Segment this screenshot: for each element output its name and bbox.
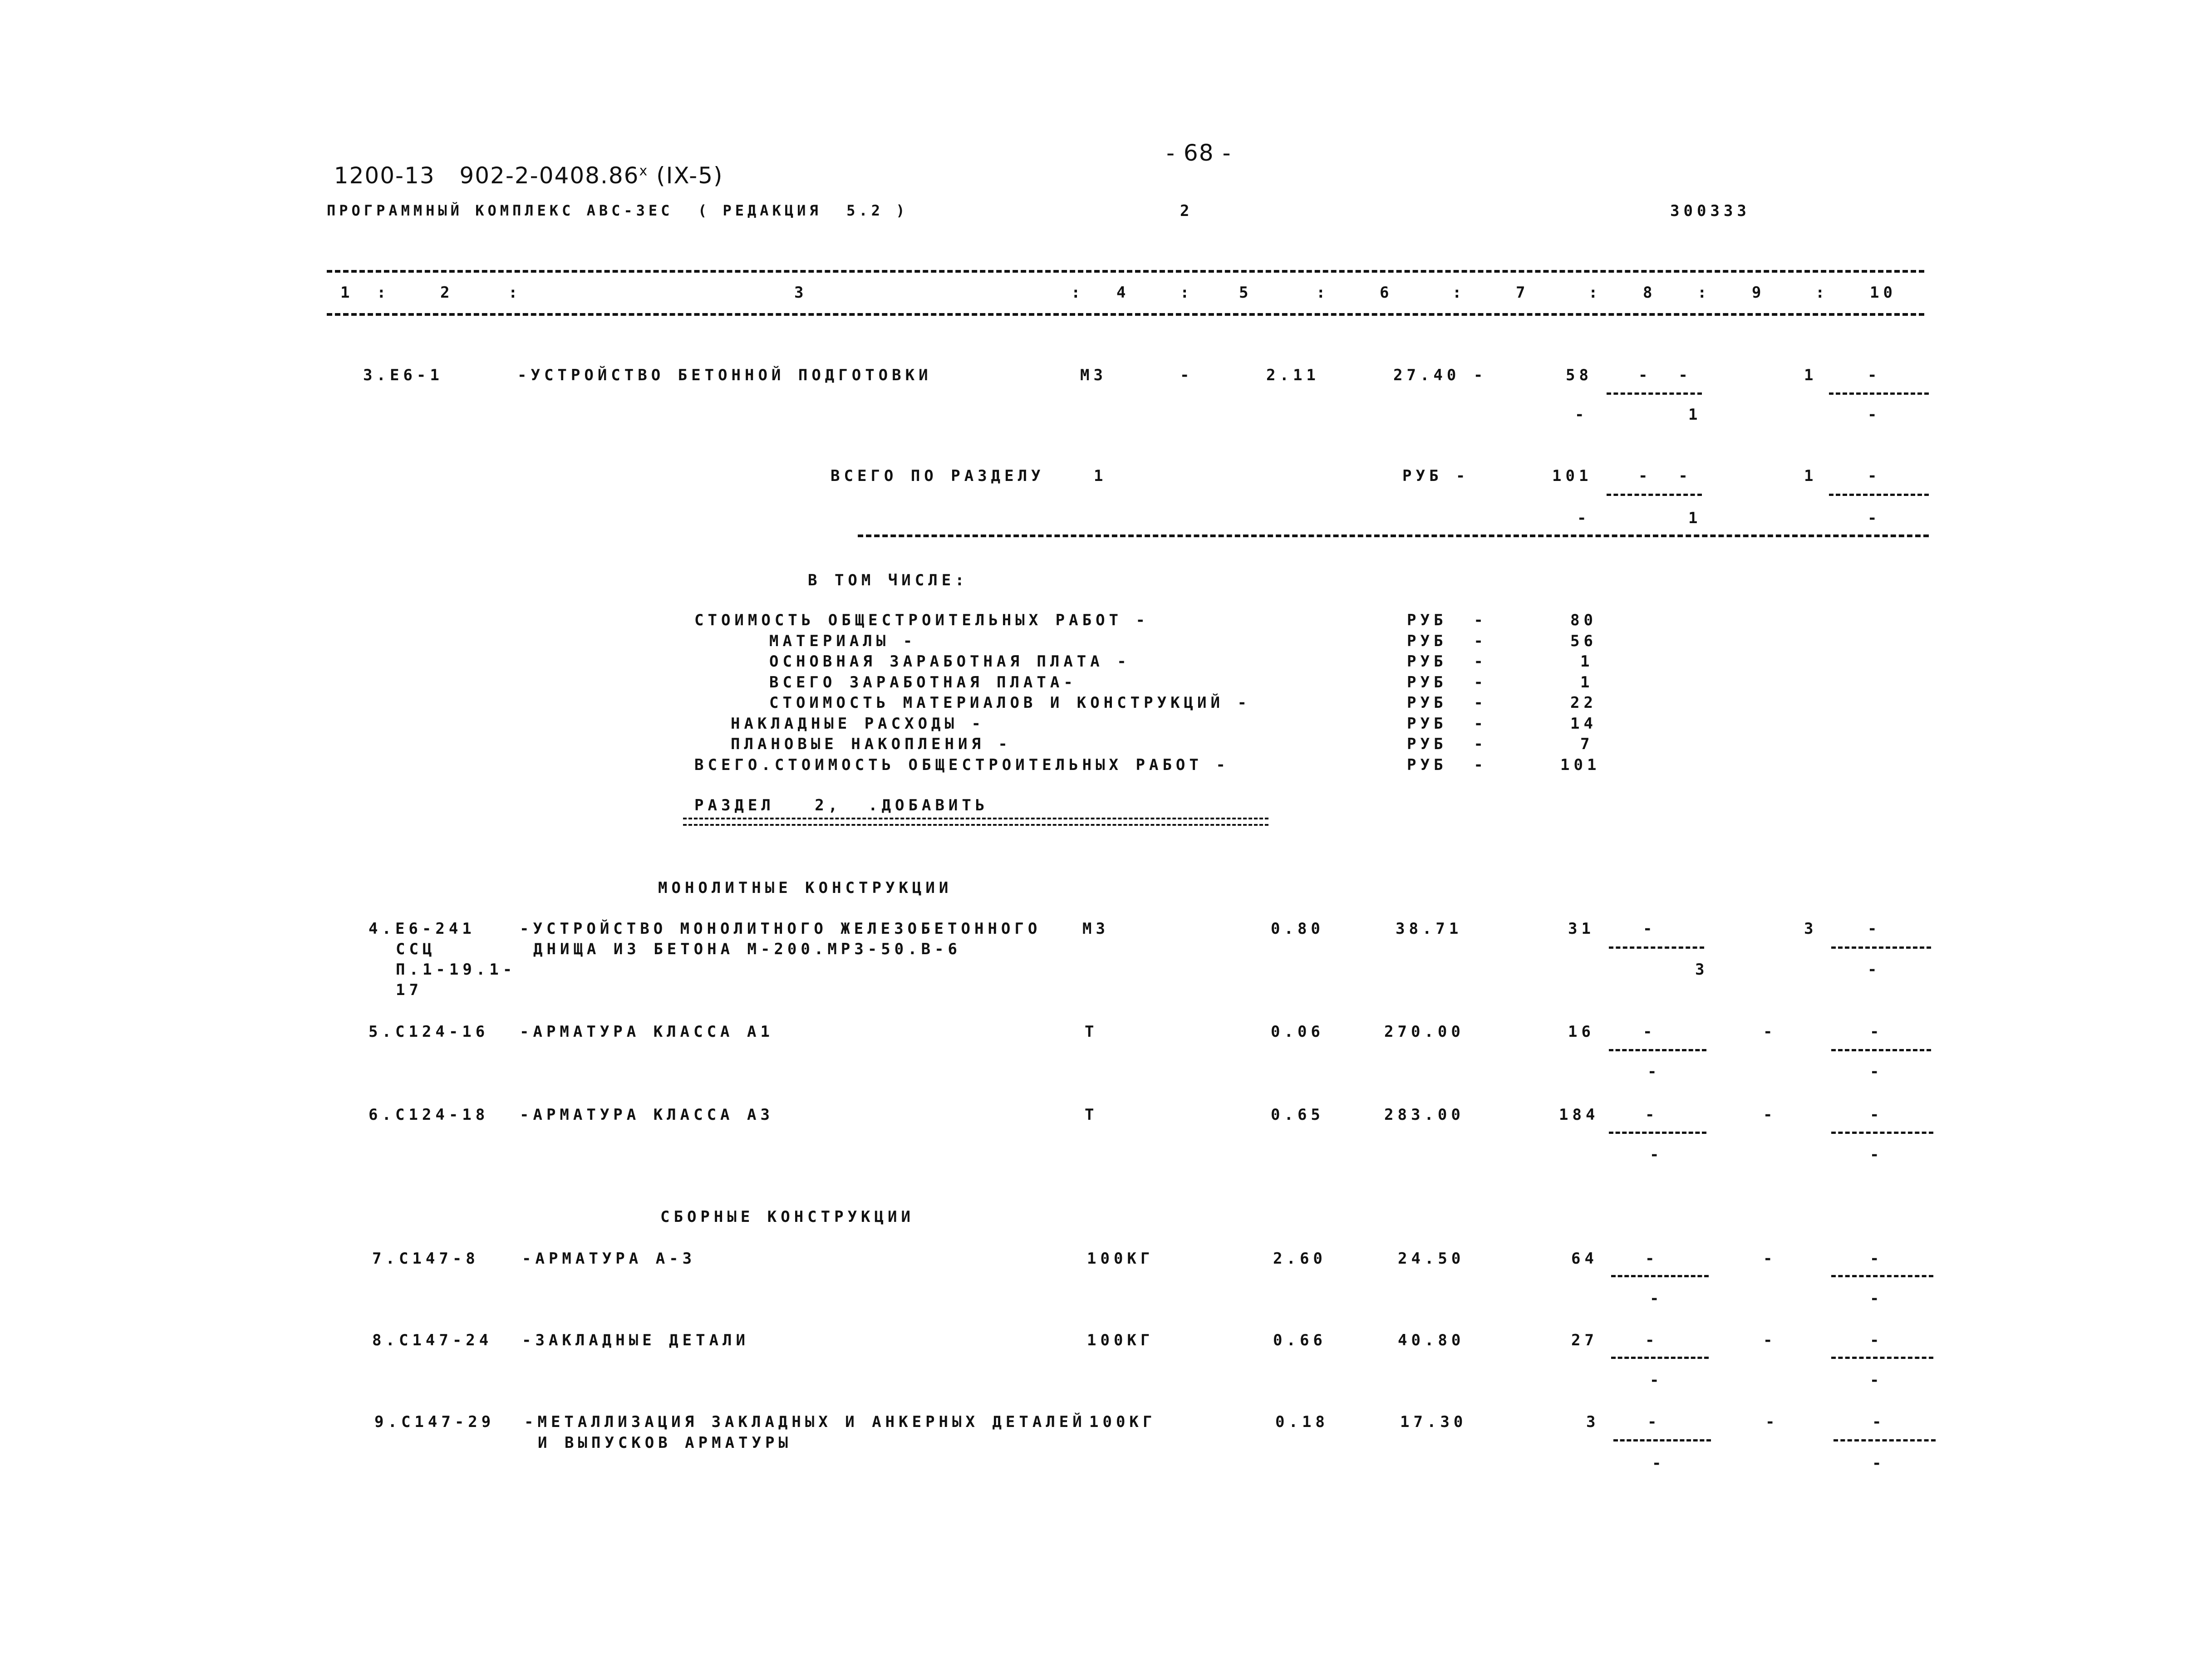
row-name: -АРМАТУРА А-3 [522,1250,696,1268]
row-col10: - [1870,1023,1883,1041]
row-col8-lower: - [1650,1146,1663,1164]
row-col7-lower: - [1575,406,1588,424]
row-col8-lower: - [1650,1371,1663,1389]
row-price: 38.71 [1396,920,1463,938]
column-6: 6 [1380,284,1393,302]
section-total-label: ВСЕГО ПО РАЗДЕЛУ [831,467,1045,485]
column-sep: : [1588,284,1602,302]
row-name: -ЗАКЛАДНЫЕ ДЕТАЛИ [522,1331,749,1349]
row-code: 4.Е6-241 [369,920,476,938]
row-unit: 100КГ [1087,1331,1154,1349]
document-code-main: 1200-13 902-2-0408.86 [334,162,639,189]
fraction-line [1607,494,1702,496]
document-series: (IX-5) [648,162,723,189]
fraction-line [1831,1357,1933,1359]
row-name: -АРМАТУРА КЛАССА А1 [520,1023,774,1041]
row-sum: 64 [1571,1250,1598,1268]
row-col8-lower: - [1647,1063,1661,1081]
row-code: 7.С147-8 [372,1250,479,1268]
program-title: ПРОГРАММНЫЙ КОМПЛЕКС АВС-3ЕС ( РЕДАКЦИЯ 5.2 ) [327,202,909,219]
row-col8: - [1643,920,1657,938]
row-qty: 0.06 [1271,1023,1324,1041]
column-7: 7 [1516,284,1529,302]
column-1: 1 [340,284,354,302]
breakdown-label: ОСНОВНАЯ ЗАРАБОТНАЯ ПЛАТА - [769,652,1131,671]
row-code-line4: 17 [396,981,423,999]
column-8: 8 [1643,284,1657,302]
fraction-line [1829,392,1929,395]
fraction-line [1609,1049,1706,1051]
row-col9: - [1763,1250,1777,1268]
row-col10-lower: - [1872,1454,1886,1472]
section-total-unit: РУБ - [1402,467,1470,485]
row-price: 40.80 [1398,1331,1465,1349]
group-title: МОНОЛИТНЫЕ КОНСТРУКЦИИ [658,879,953,897]
row-name-line2: И ВЫПУСКОВ АРМАТУРЫ [538,1434,792,1452]
row-col9: - [1765,1413,1779,1431]
breakdown-unit: РУБ - [1407,715,1487,733]
row-name: -МЕТАЛЛИЗАЦИЯ ЗАКЛАДНЫХ И АНКЕРНЫХ ДЕТАЛЕЙ [524,1413,1086,1431]
row-col10: - [1870,1106,1883,1124]
row-col8: - [1645,1106,1659,1124]
column-2: 2 [440,284,454,302]
fraction-line [1829,494,1929,496]
row-col10: - [1868,920,1881,938]
column-9: 9 [1752,284,1765,302]
row-qty: 0.18 [1275,1413,1329,1431]
row-col10-lower: - [1870,1371,1883,1389]
breakdown-value: 1 [1580,673,1594,691]
row-name: -УСТРОЙСТВО БЕТОННОЙ ПОДГОТОВКИ [517,366,932,384]
breakdown-unit: РУБ - [1407,632,1487,650]
row-qty: 0.80 [1271,920,1324,938]
column-sep: : [1452,284,1466,302]
row-col8-lower: 3 [1695,961,1709,979]
breakdown-unit: РУБ - [1407,673,1487,691]
section-total-sum: 101 [1552,467,1593,485]
page-number: - 68 - [1166,140,1232,166]
column-sep: : [1316,284,1330,302]
row-unit: 100КГ [1089,1413,1156,1431]
breakdown-label: НАКЛАДНЫЕ РАСХОДЫ - [731,715,985,733]
row-col8: - [1645,1331,1659,1349]
row-price: 283.00 [1384,1106,1465,1124]
row-unit: М3 [1082,920,1109,938]
row-unit: Т [1085,1106,1098,1124]
fraction-line [1611,1275,1709,1277]
column-header-row [327,285,1924,303]
row-unit: Т [1085,1023,1098,1041]
breakdown-value: 80 [1570,611,1597,629]
breakdown-unit: РУБ - [1407,735,1487,753]
breakdown-value: 101 [1560,756,1601,774]
row-unit: 100КГ [1087,1250,1154,1268]
row-name: -АРМАТУРА КЛАССА А3 [520,1106,774,1124]
column-sep: : [1180,284,1194,302]
row-col8-lower: 1 [1688,406,1702,424]
row-code-line2: ССЦ [396,940,436,958]
section-2-label: РАЗДЕЛ 2, .ДОБАВИТЬ [694,796,989,814]
row-col9: 3 [1804,920,1818,938]
breakdown-label: ПЛАНОВЫЕ НАКОПЛЕНИЯ - [731,735,1012,753]
row-col10-lower: - [1868,961,1881,979]
column-sep: : [1071,284,1085,302]
row-price: 270.00 [1384,1023,1465,1041]
row-col10-lower: - [1870,1063,1883,1081]
row-col10: - [1870,1331,1883,1349]
row-price: 24.50 [1398,1250,1465,1268]
header-rule-top [327,270,1924,273]
section-2-underline [683,818,1268,826]
breakdown-unit: РУБ - [1407,694,1487,712]
row-sum: 31 [1568,920,1595,938]
row-col10-lower: - [1870,1146,1883,1164]
section-total-col9: 1 [1804,467,1818,485]
breakdown-value: 7 [1580,735,1594,753]
breakdown-label: СТОИМОСТЬ МАТЕРИАЛОВ И КОНСТРУКЦИЙ - [769,694,1251,712]
breakdown-value: 14 [1570,715,1597,733]
column-sep: : [1697,284,1711,302]
breakdown-label: ВСЕГО ЗАРАБОТНАЯ ПЛАТА- [769,673,1077,691]
row-col10: - [1868,366,1881,384]
row-code: 9.С147-29 [374,1413,495,1431]
fraction-line [1609,946,1704,949]
row-qty: 0.65 [1271,1106,1324,1124]
row-col8-lower: - [1650,1289,1663,1308]
row-name: -УСТРОЙСТВО МОНОЛИТНОГО ЖЕЛЕЗОБЕТОННОГО [520,920,1042,938]
fraction-line [1831,1049,1931,1051]
row-sum: 27 [1571,1331,1598,1349]
document-code-superscript: x [639,163,649,179]
program-code: 300333 [1670,202,1750,220]
row-col5: - [1180,366,1194,384]
section-total-col8-lower: 1 [1688,509,1702,527]
breakdown-label: ВСЕГО.СТОИМОСТЬ ОБЩЕСТРОИТЕЛЬНЫХ РАБОТ - [694,756,1229,774]
row-col8: - [1647,1413,1661,1431]
column-4: 4 [1116,284,1130,302]
section-total-col10: - [1868,467,1881,485]
fraction-line [1613,1439,1711,1441]
breakdown-title: В ТОМ ЧИСЛЕ: [808,571,968,589]
row-col10-lower: - [1870,1289,1883,1308]
section-total-col10-lower: - [1868,509,1881,527]
row-code: 3.Е6-1 [363,366,443,384]
breakdown-value: 56 [1570,632,1597,650]
fraction-line [1834,1439,1936,1441]
row-sum: 3 [1586,1413,1600,1431]
breakdown-unit: РУБ - [1407,756,1487,774]
fraction-line [1831,1275,1933,1277]
row-code-line3: П.1-19.1- [396,961,516,979]
breakdown-unit: РУБ - [1407,652,1487,671]
section-total-col8: - - [1638,467,1692,485]
fraction-line [1831,1132,1933,1134]
row-name-line2: ДНИЩА ИЗ БЕТОНА М-200.МРЗ-50.В-6 [533,940,962,958]
row-col9: - [1763,1106,1777,1124]
row-qty: 2.11 [1266,366,1320,384]
fraction-line [1611,1357,1709,1359]
document-code [318,142,723,187]
fraction-line [1831,946,1931,949]
row-col8: - [1645,1250,1659,1268]
row-price: 27.40 - [1393,366,1487,384]
row-sum: 58 [1566,366,1593,384]
fraction-line [1609,1132,1706,1134]
fraction-line [1607,392,1702,395]
column-3: 3 [794,284,808,302]
row-col10: - [1872,1413,1886,1431]
row-col9: - [1763,1023,1777,1041]
row-col8: - - [1638,366,1692,384]
breakdown-value: 1 [1580,652,1594,671]
row-code: 8.С147-24 [372,1331,493,1349]
row-col8: - [1643,1023,1657,1041]
row-unit: М3 [1080,366,1107,384]
row-qty: 2.60 [1273,1250,1327,1268]
row-sum: 184 [1559,1106,1599,1124]
row-code: 6.С124-18 [369,1106,489,1124]
header-rule-bottom [327,313,1924,316]
row-sum: 16 [1568,1023,1595,1041]
group-title: СБОРНЫЕ КОНСТРУКЦИИ [660,1208,914,1226]
row-price: 17.30 [1400,1413,1467,1431]
section-total-rule [858,534,1929,537]
row-code: 5.С124-16 [369,1023,489,1041]
section-total-col7-lower: - [1577,509,1591,527]
row-col10: - [1870,1250,1883,1268]
breakdown-label: МАТЕРИАЛЫ - [769,632,917,650]
breakdown-value: 22 [1570,694,1597,712]
column-sep: : [508,284,522,302]
column-sep: : [1815,284,1829,302]
column-5: 5 [1239,284,1253,302]
row-col9: 1 [1804,366,1818,384]
row-qty: 0.66 [1273,1331,1327,1349]
column-10: 10 [1870,284,1897,302]
row-col9: - [1763,1331,1777,1349]
section-total-num: 1 [1094,467,1107,485]
row-col8-lower: - [1652,1454,1666,1472]
column-sep: : [377,284,390,302]
breakdown-label: СТОИМОСТЬ ОБЩЕСТРОИТЕЛЬНЫХ РАБОТ - [694,611,1149,629]
breakdown-unit: РУБ - [1407,611,1487,629]
row-col10-lower: - [1868,406,1881,424]
program-number: 2 [1180,202,1194,220]
